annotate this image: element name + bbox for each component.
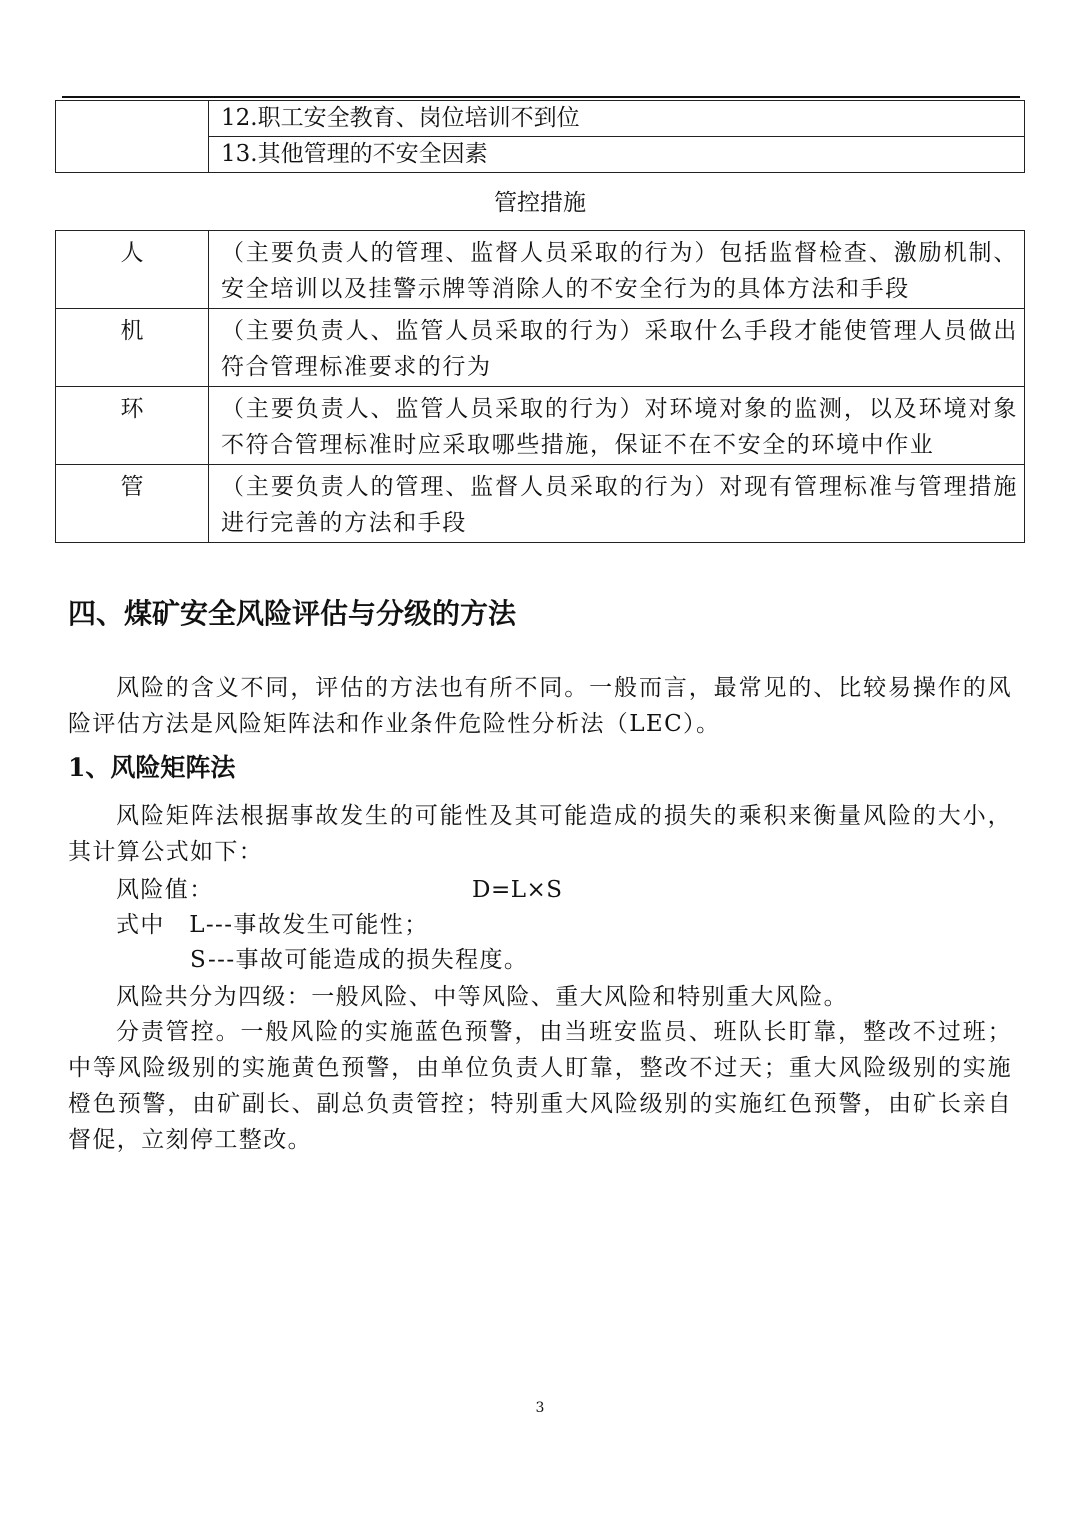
formula-label: 风险值： [116, 877, 214, 903]
definition-s: S---事故可能造成的损失程度。 [190, 947, 529, 973]
risk-levels: 风险共分为四级：一般风险、中等风险、重大风险和特别重大风险。 [116, 984, 848, 1010]
table-row [56, 387, 1025, 465]
top-rule [62, 96, 1020, 98]
section-heading: 四、煤矿安全风险评估与分级的方法 [68, 597, 517, 630]
hazard-table [55, 100, 1025, 173]
description-text: （主要负责人、监管人员采取的行为）对环境对象的监测，以及环境对象不符合管理标准时应采取哪些措施，保证不在不安全的环境中作业 [221, 396, 1018, 458]
table-row [56, 465, 1025, 543]
table-cell-item: 13.其他管理的不安全因素 [209, 137, 1025, 173]
table-cell-category: 人 [56, 231, 209, 309]
table-cell-description [209, 387, 1025, 465]
table-row [56, 309, 1025, 387]
control-paragraph: 分责管控。一般风险的实施蓝色预警，由当班安监员、班队长盯靠，整改不过班；中等风险级别的实施黄色预警，由单位负责人盯靠，整改不过天；重大风险级别的实施橙色预警，由矿副长、副总负责管控；特别重大风险级别的实施红色预警，由矿长亲自督促，立刻停工整改。 [68, 1019, 1012, 1153]
page-number: 3 [535, 1400, 545, 1416]
table-row [56, 101, 1025, 137]
table-cell-category: 机 [56, 309, 209, 387]
definition-l: 式中 L---事故发生可能性； [116, 912, 429, 938]
table-cell-item: 12.职工安全教育、岗位培训不到位 [209, 101, 1025, 137]
intro-paragraph: 风险的含义不同，评估的方法也有所不同。一般而言，最常见的、比较易操作的风险评估方法是风险矩阵法和作业条件危险性分析法（LEC）。 [68, 675, 1012, 737]
formula: D=L×S [472, 877, 563, 903]
method-description: 风险矩阵法根据事故发生的可能性及其可能造成的损失的乘积来衡量风险的大小，其计算公式如下： [68, 803, 1012, 865]
table-cell-description [209, 231, 1025, 309]
description-text: （主要负责人的管理、监督人员采取的行为）包括监督检查、激励机制、安全培训以及挂警示牌等消除人的不安全行为的具体方法和手段 [221, 240, 1018, 302]
table-cell-description [209, 465, 1025, 543]
description-text: （主要负责人的管理、监督人员采取的行为）对现有管理标准与管理措施进行完善的方法和手段 [221, 474, 1018, 536]
control-measures-table [55, 230, 1025, 543]
table-caption: 管控措施 [494, 190, 586, 216]
table-row [56, 231, 1025, 309]
table-cell-empty [56, 101, 209, 173]
table-cell-category: 管 [56, 465, 209, 543]
table-cell-description [209, 309, 1025, 387]
subsection-heading: 1、风险矩阵法 [68, 753, 236, 782]
table-cell-category: 环 [56, 387, 209, 465]
description-text: （主要负责人、监管人员采取的行为）采取什么手段才能使管理人员做出符合管理标准要求的行为 [221, 318, 1018, 380]
